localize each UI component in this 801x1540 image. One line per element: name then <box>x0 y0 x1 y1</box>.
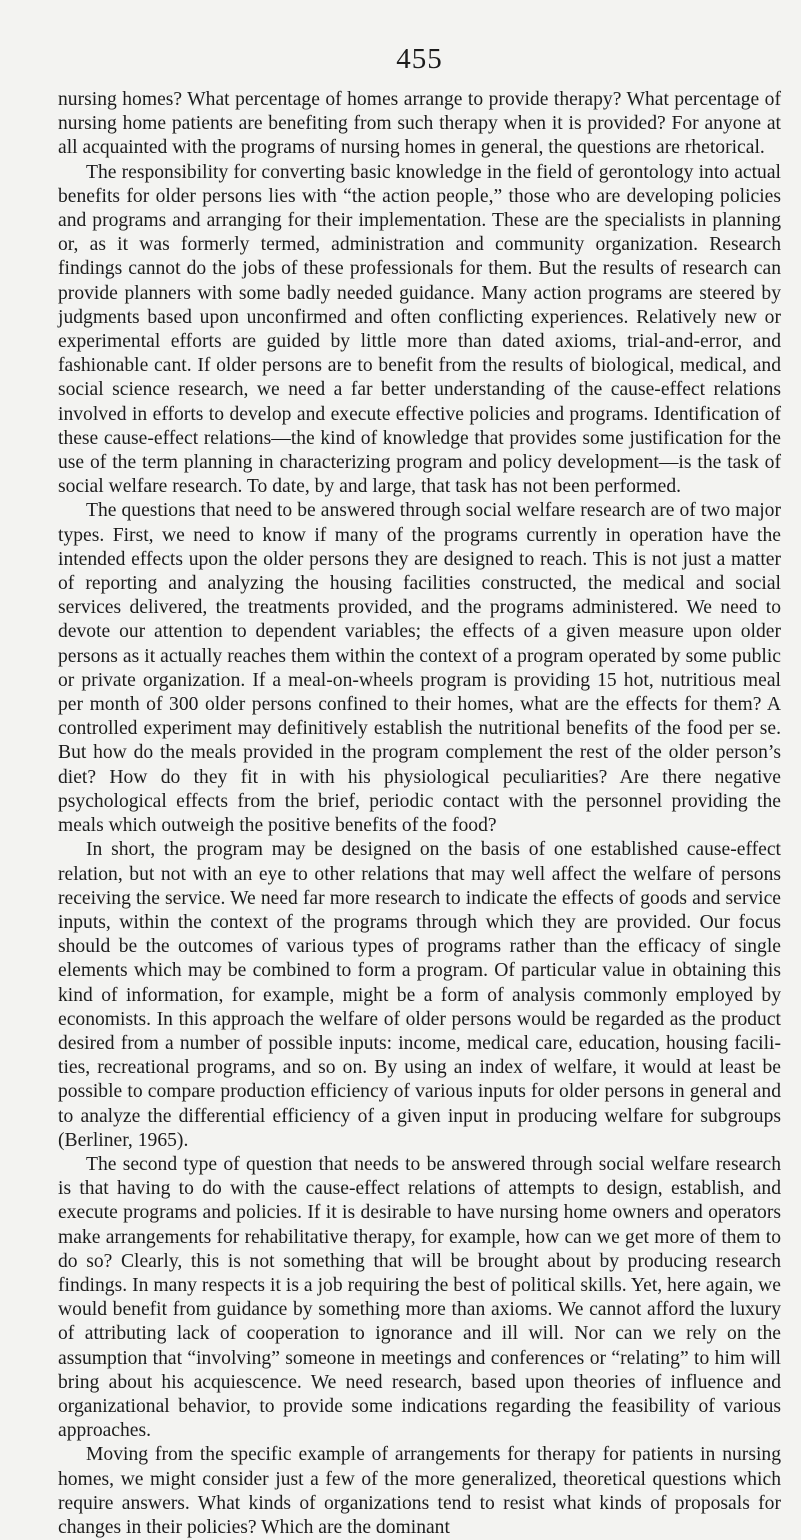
paragraph-generalized-questions: Moving from the specific example of arrangements for therapy for patients in nursing homes, we might consider just a few of the more generalized, theoretical questions which require answers. What kinds of organizations tend to resist what kinds of proposals for changes in their policies? Which are the dominant <box>58 1444 781 1538</box>
paragraph-second-type-question: The second type of question that needs to be answered through social welfare research is that having to do with the cause-effect relations of attempts to design, establish, and execute programs and policies. If it is desirable to have nursing home owners and operators make arrangements for rehabilitative therapy, for example, how can we get more of them to do so? Clearly, this is not something that will be brought about by producing research findings. In many respects it is a job requiring the best of political skills. Yet, here again, we would benefit from guidance by something more than axioms. We cannot afford the luxury of attributing lack of cooperation to ignorance and ill will. Nor can we rely on the assumption that “involving” someone in meetings and conferences or “relating” to him will bring about his acquiescence. We need research, based upon theories of influence and organizational behavior, to provide some indications regarding the feasibility of various approaches. <box>58 1153 781 1442</box>
paragraph-two-question-types: The questions that need to be answered through social welfare research are of two major types. First, we need to know if many of the programs currently in operation have the intended effects upon the older persons they are designed to reach. This is not just a matter of reporting and analyzing the housing facilities constructed, the medical and social services delivered, the treatments provided, and the programs administered. We need to devote our attention to dependent variables; the effects of a given measure upon older persons as it actually reaches them within the context of a program operated by some public or private organization. If a meal-on-wheels program is providing 15 hot, nutritious meal per month of 300 older persons confined to their homes, what are the effects for them? A controlled experiment may definitively establish the nutritional benefits of the food per se. But how do the meals provided in the program complement the rest of the older person’s diet? How do they fit in with his physiological peculiarities? Are there negative psychological effects from the brief, periodic contact with the personnel providing the meals which outweigh the positive benefits of the food? <box>58 500 781 837</box>
paragraph-action-people: The responsibility for converting basic knowledge in the field of gerontology into actual benefits for older persons lies with “the action people,” those who are developing policies and programs and arranging for their implementation. These are the specialists in planning or, as it was formerly termed, administration and community organization. Research findings cannot do the jobs of these professionals for them. But the results of research can provide planners with some badly needed guidance. Many action programs are steered by judgments based upon unconfirmed and often conflicting experiences. Relatively new or experimental efforts are guided by little more than dated axioms, trial-and-error, and fashionable cant. If older persons are to benefit from the results of biological, medical, and social science research, we need a far better understanding of the cause-effect relations involved in efforts to develop and execute effective policies and programs. Identification of these cause-effect relations—the kind of knowledge that provides some justification for the use of the term planning in characterizing program and policy development—is the task of social welfare research. To date, by and large, that task has not been performed. <box>58 161 781 498</box>
page-number: 455 <box>396 43 443 75</box>
paragraph-continued-nursing-homes: nursing homes? What percentage of homes arrange to provide therapy? What percentage of nursing home patients are benefiting from such therapy when it is provided? For anyone at all acquainted with the programs of nursing homes in general, the questions are rhetorical. <box>58 89 781 159</box>
paragraph-program-outcomes: In short, the program may be designed on the basis of one established cause-effect relation, but not with an eye to other relations that may well affect the welfare of persons receiving the service. We need far more research to indicate the effects of goods and service inputs, within the context of the programs through which they are provided. Our focus should be the outcomes of various types of programs rather than the efficacy of single elements which may be combined to form a program. Of particular value in obtaining this kind of information, for example, might be a form of analysis commonly employed by economists. In this approach the welfare of older persons would be regarded as the product desired from a number of possible inputs: income, medical care, education, housing facilities, recreational programs, and so on. By using an index of welfare, it would at least be possible to compare production efficiency of various inputs for older persons in general and to analyze the differential efficiency of a given input in producing welfare for subgroups (Berliner, 1965). <box>58 839 781 1151</box>
